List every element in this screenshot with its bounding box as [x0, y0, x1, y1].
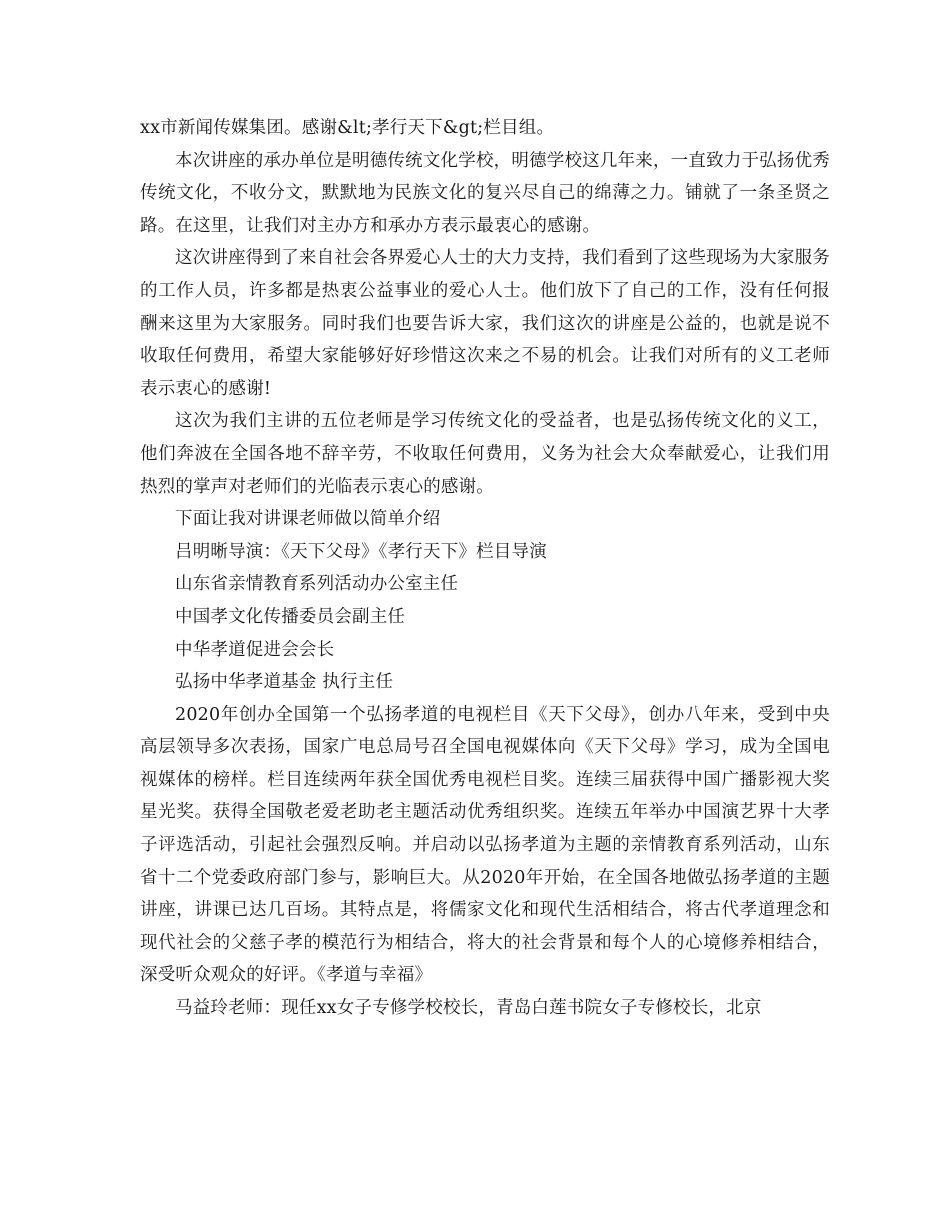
intro-line-1: 下面让我对讲课老师做以简单介绍 [175, 509, 441, 530]
intro-line-6: 弘扬中华孝道基金 执行主任 [175, 672, 394, 693]
bio-paragraph-1: 2020年创办全国第一个弘扬孝道的电视栏目《天下父母》，创办八年来，受到中央高层领导多次表扬，国家广电总局号召全国电视媒体向《天下父母》学习，成为全国电视媒体的榜样。栏目连续两年获全国优秀电视栏目奖。连续三届获得中国广播影视大奖星光奖。获得全国敬老爱老助老主题活动优秀组织奖。连续五年举办中国演艺界十大孝子评选活动，引起社会强烈反响。并启动以弘扬孝道为主题的亲情教育系列活动，山东省十二个党委政府部门参与，影响巨大。从2020年开始，在全国各地做弘扬孝道的主题讲座，讲课已达几百场。其特点是，将儒家文化和现代生活相结合，将古代孝道理念和现代社会的父慈子孝的模范行为相结合，将大的社会背景和每个人的心境修养相结合，深受听众观众的好评。《孝道与幸福》 [140, 704, 830, 986]
paragraph-3: 这次讲座得到了来自社会各界爱心人士的大力支持，我们看到了这些现场为大家服务的工作人员，许多都是热衷公益事业的爱心人士。他们放下了自己的工作，没有任何报酬来这里为大家服务。同时我们也要告诉大家，我们这次的讲座是公益的，也就是说不收取任何费用，希望大家能够好好珍惜这次来之不易的机会。让我们对所有的义工老师表示衷心的感谢! [140, 248, 830, 399]
paragraph-1: xx市新闻传媒集团。感谢&lt;孝行天下&gt;栏目组。 [140, 118, 555, 138]
document-body [140, 112, 830, 1025]
intro-line-5: 中华孝道促进会会长 [175, 639, 335, 660]
paragraph-4: 这次为我们主讲的五位老师是学习传统文化的受益者，也是弘扬传统文化的义工， 他们奔波在全国各地不辞辛劳，不收取任何费用，义务为社会大众奉献爱心，让我们用热烈的掌声对老师们的光临表示衷心的感谢。 [140, 411, 830, 497]
intro-line-4: 中国孝文化传播委员会副主任 [175, 606, 406, 627]
intro-line-3: 山东省亲情教育系列活动办公室主任 [175, 574, 459, 595]
paragraph-2: 本次讲座的承办单位是明德传统文化学校，明德学校这几年来，一直致力于弘扬优秀传统文化，不收分文，默默地为民族文化的复兴尽自己的绵薄之力。铺就了一条圣贤之路。在这里，让我们对主办方和承办方表示最衷心的感谢。 [140, 150, 830, 236]
bio-paragraph-2: 马益玲老师：现任xx女子专修学校校长，青岛白莲书院女子专修校长，北京 [175, 998, 762, 1019]
intro-line-2: 吕明晰导演：《天下父母》《孝行天下》栏目导演 [175, 541, 547, 562]
